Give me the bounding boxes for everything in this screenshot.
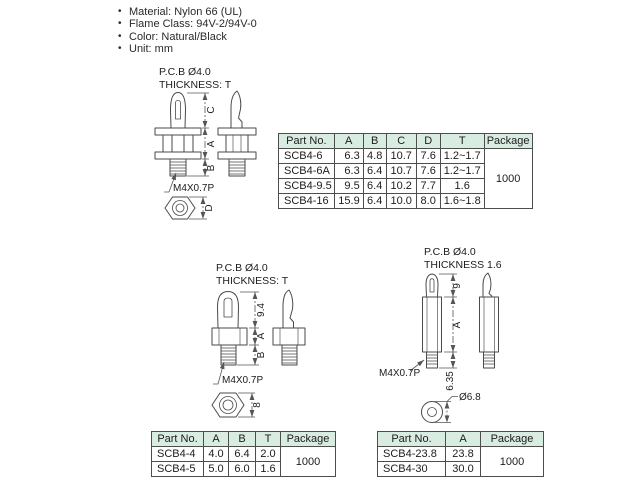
- table-cell: 6.0: [229, 462, 256, 477]
- spec-list: [118, 6, 257, 56]
- table-cell: 6.3: [334, 149, 363, 164]
- table-cell: 8.0: [416, 194, 440, 209]
- spec-table-scb4-hex: [151, 431, 336, 477]
- table-cell: 6.4: [363, 194, 386, 209]
- thickness-label: THICKNESS: T: [159, 79, 232, 91]
- table-cell: 6.4: [363, 164, 386, 179]
- table-cell: SCB4-30: [378, 462, 446, 477]
- thread-size-label: M4X0.7P: [222, 375, 264, 386]
- table-cell: SCB4-5: [152, 462, 204, 477]
- table-cell: 4.0: [204, 447, 229, 462]
- thickness-label: THICKNESS 1.6: [424, 259, 502, 271]
- column-header: Package: [484, 134, 532, 149]
- dim-base-dia-label: Ø6.8: [459, 392, 481, 403]
- column-header: Package: [281, 432, 336, 447]
- dim-9-label: 9: [452, 283, 463, 289]
- table-cell: 7.7: [416, 179, 440, 194]
- column-header: T: [440, 134, 484, 149]
- spec-table-scb4-snap: [278, 133, 533, 209]
- table-cell: 9.5: [334, 179, 363, 194]
- table-cell: 1.2~1.7: [440, 164, 484, 179]
- column-header: A: [446, 432, 481, 447]
- table-cell: 30.0: [446, 462, 481, 477]
- dim-94-label: 9.4: [256, 303, 267, 317]
- thread-size-label: M4X0.7P: [173, 183, 215, 194]
- table-cell: SCB4-16: [279, 194, 335, 209]
- spec-text: Material: Nylon 66 (UL): [129, 6, 243, 18]
- table-cell: 4.8: [363, 149, 386, 164]
- column-header: Part No.: [378, 432, 446, 447]
- spec-text: Color: Natural/Black: [129, 30, 227, 43]
- spec-text: Flame Class: 94V-2/94V-0: [129, 18, 257, 31]
- thread-callout: [213, 362, 263, 386]
- column-header: C: [386, 134, 416, 149]
- table-row: [279, 149, 533, 164]
- table-cell: 10.0: [386, 194, 416, 209]
- table-row: [378, 447, 544, 462]
- table-cell: 6.4: [363, 179, 386, 194]
- spec-line: [118, 31, 257, 43]
- dim-b-label: B: [256, 351, 267, 359]
- drawing-scb4-hex-body-spacer: [145, 255, 325, 427]
- drawing-scb4-round-spacer: [360, 240, 545, 430]
- table-cell: 7.6: [416, 164, 440, 179]
- column-header: T: [256, 432, 281, 447]
- column-header: Package: [481, 432, 544, 447]
- table-cell: SCB4-23.8: [378, 447, 446, 462]
- table-cell: 23.8: [446, 447, 481, 462]
- table-cell: 6.4: [229, 447, 256, 462]
- front-view: [423, 274, 442, 368]
- spec-table-scb4-round: [377, 431, 544, 477]
- table-cell: 10.2: [386, 179, 416, 194]
- bullet-icon: •: [118, 18, 122, 30]
- bullet-icon: •: [118, 30, 122, 42]
- table-cell: 6.3: [334, 164, 363, 179]
- thread-callout: [379, 360, 424, 379]
- column-header: D: [416, 134, 440, 149]
- dim-c-label: C: [206, 106, 217, 114]
- table-row: [152, 447, 336, 462]
- front-view: [155, 93, 201, 177]
- pcb-hole-label: P.C.B Ø4.0: [424, 246, 476, 258]
- column-header: Part No.: [152, 432, 204, 447]
- thread-size-label: M4X0.7P: [379, 368, 421, 379]
- spec-line: [118, 43, 257, 55]
- table-cell: 1.6: [256, 462, 281, 477]
- table-cell: 10.7: [386, 149, 416, 164]
- package-cell: 1000: [484, 149, 532, 209]
- header-row: [378, 432, 544, 447]
- dimension-lines: [439, 274, 463, 391]
- table-cell: 1.6: [440, 179, 484, 194]
- header-row: [279, 134, 533, 149]
- bullet-icon: •: [118, 6, 122, 17]
- column-header: B: [229, 432, 256, 447]
- bullet-icon: •: [118, 43, 122, 55]
- dim-d-label: D: [204, 204, 215, 212]
- side-view: [273, 290, 305, 365]
- table-cell: SCB4-9.5: [279, 179, 335, 194]
- spec-line: [118, 6, 257, 18]
- table-cell: 2.0: [256, 447, 281, 462]
- spec-text: Unit: mm: [129, 43, 173, 56]
- thickness-label: THICKNESS: T: [216, 275, 289, 287]
- hex-bottom-view: [165, 197, 215, 219]
- side-view: [218, 91, 256, 176]
- table-cell: 1.6~1.8: [440, 194, 484, 209]
- table-cell: SCB4-6: [279, 149, 335, 164]
- front-view: [212, 292, 247, 366]
- package-cell: 1000: [481, 447, 544, 477]
- table-cell: 5.0: [204, 462, 229, 477]
- column-header: Part No.: [279, 134, 335, 149]
- pcb-hole-label: P.C.B Ø4.0: [216, 262, 268, 274]
- column-header: A: [204, 432, 229, 447]
- package-cell: 1000: [281, 447, 336, 477]
- dim-a-label: A: [452, 321, 463, 329]
- pcb-hole-label: P.C.B Ø4.0: [159, 66, 211, 78]
- table-cell: 15.9: [334, 194, 363, 209]
- table-cell: SCB4-4: [152, 447, 204, 462]
- header-row: [152, 432, 336, 447]
- dim-635-label: 6.35: [445, 371, 456, 391]
- spec-line: [118, 18, 257, 30]
- dim-b-label: B: [206, 164, 217, 172]
- table-cell: SCB4-6A: [279, 164, 335, 179]
- table-cell: 10.7: [386, 164, 416, 179]
- base-bottom-view: [422, 392, 482, 423]
- drawing-scb4-snap-spacer: [125, 60, 280, 232]
- dim-a-label: A: [206, 140, 217, 148]
- column-header: A: [334, 134, 363, 149]
- hex-bottom-view: [212, 393, 263, 417]
- side-view: [480, 273, 499, 368]
- dim-a-label: A: [256, 332, 267, 340]
- dim-8-label: 8: [252, 402, 263, 408]
- column-header: B: [363, 134, 386, 149]
- table-cell: 1.2~1.7: [440, 149, 484, 164]
- table-cell: 7.6: [416, 149, 440, 164]
